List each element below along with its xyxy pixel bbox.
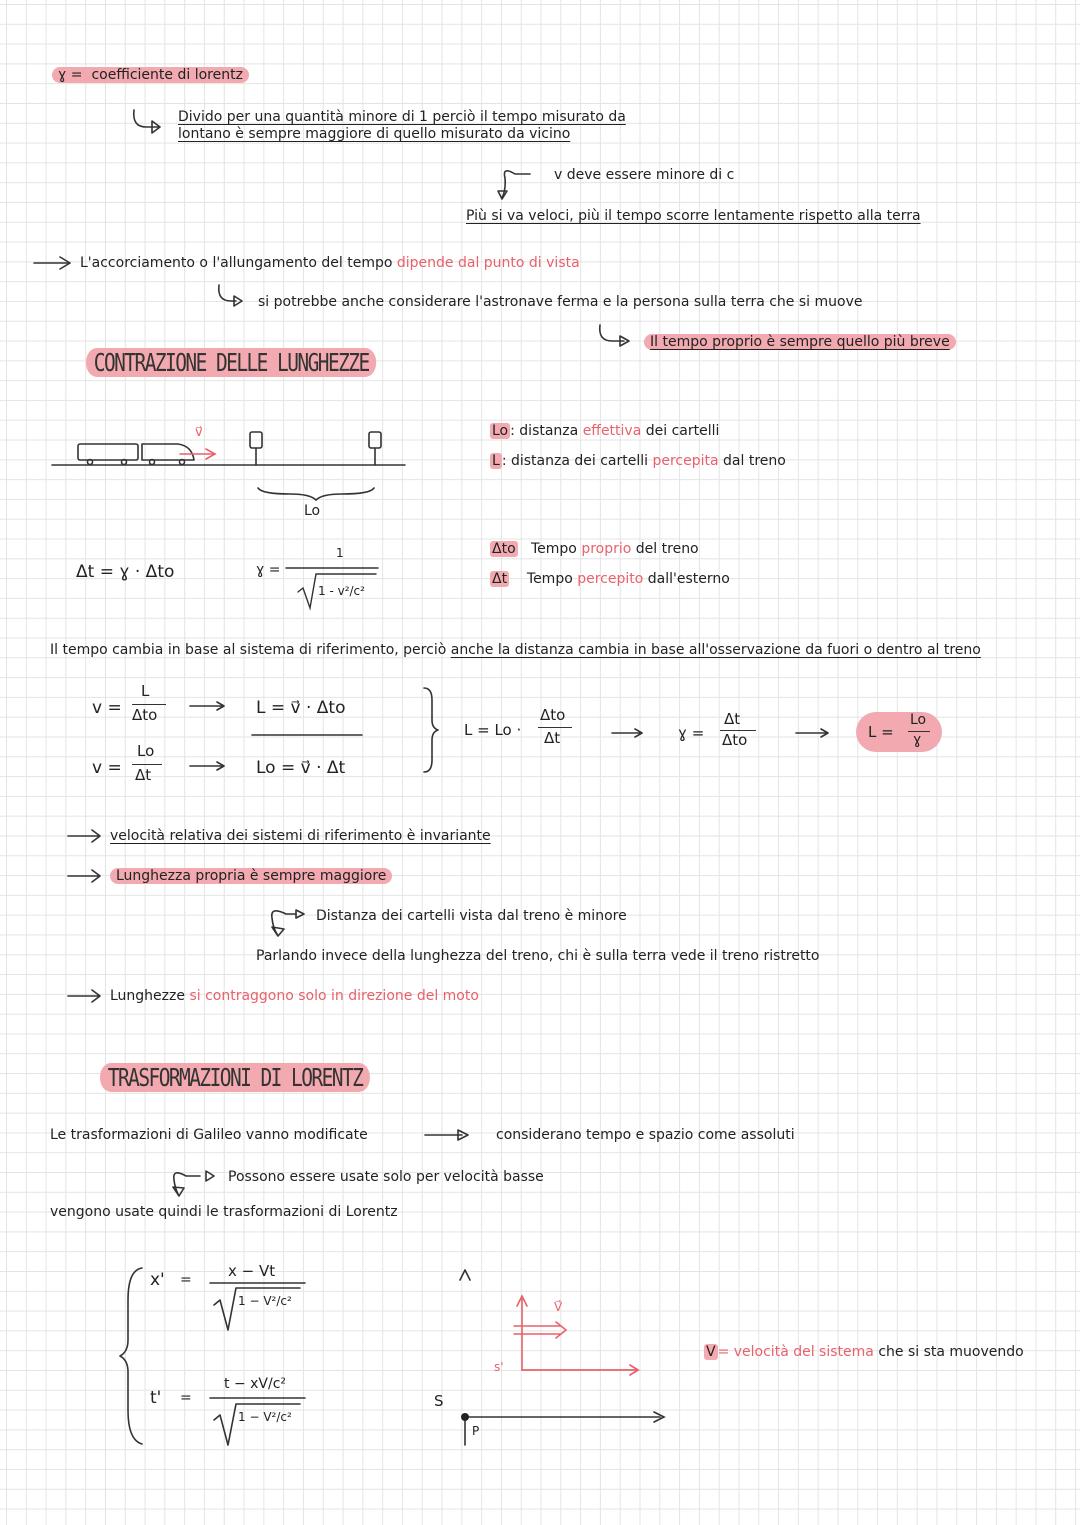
galileo-note: Le trasformazioni di Galileo vanno modificate xyxy=(50,1127,368,1143)
t-prime-eq: = xyxy=(180,1390,192,1406)
use-lorentz-note: vengono usate quindi le trasformazioni di Lorentz xyxy=(50,1204,398,1220)
origin-dot xyxy=(461,1413,469,1421)
v-less-than-c: v deve essere minore di c xyxy=(554,167,735,183)
v1-bar xyxy=(132,704,166,705)
curl-arrow-1 xyxy=(502,171,530,198)
t-prime-den: 1 − V²/c² xyxy=(238,1410,292,1424)
def-delta-to: Δto Tempo proprio del treno xyxy=(492,541,699,557)
time-changes-note: Il tempo cambia in base al sistema di riferimento, perciò anche la distanza cambia in base all'osservazione da fuori o dentro al treno xyxy=(50,642,981,658)
final-num: Lo xyxy=(910,712,927,728)
absolute-note: considerano tempo e spazio come assoluti xyxy=(496,1127,795,1143)
point-of-view-note: L'accorciamento o l'allungamento del tempo dipende dal punto di vista xyxy=(80,255,580,271)
gamma-note-line1: Divido per una quantità minore di 1 perciò il tempo misurato da xyxy=(178,109,626,125)
t-prime-lhs: t' xyxy=(150,1388,162,1408)
section-title-contraction: CONTRAZIONE DELLE LUNGHEZZE xyxy=(86,348,376,377)
x-prime-num: x − Vt xyxy=(228,1262,276,1280)
faster-slower-note: Più si va veloci, più il tempo scorre lentamente rispetto alla terra xyxy=(466,208,921,224)
low-speed-note: Possono essere usate solo per velocità basse xyxy=(228,1169,544,1185)
gamma-label: coefficiente di lorentz xyxy=(91,67,243,83)
x-prime-lhs: x' xyxy=(150,1270,165,1290)
big-brace xyxy=(424,688,438,772)
ratio-den: Δt xyxy=(544,729,561,747)
gamma2-lhs: ɣ = xyxy=(678,724,705,742)
t-prime-num: t − xV/c² xyxy=(224,1376,287,1392)
train-length-note: Parlando invece della lunghezza del treno, chi è sulla terra vede il treno ristretto xyxy=(256,948,820,964)
v2-bar xyxy=(132,764,162,765)
v2-den: Δt xyxy=(135,766,152,784)
train-velocity-label: v⃗ xyxy=(195,425,203,440)
hook-arrow-1 xyxy=(134,110,158,127)
proper-length-note: Lunghezza propria è sempre maggiore xyxy=(110,867,392,885)
x-prime-eq: = xyxy=(180,1272,192,1288)
gamma-note-line2: lontano è sempre maggiore di quello misurato da vicino xyxy=(178,126,571,142)
ratio-num: Δto xyxy=(540,706,566,724)
could-consider-note: si potrebbe anche considerare l'astronave ferma e la persona sulla terra che si muove xyxy=(258,294,863,310)
gamma-formula-num: 1 xyxy=(336,546,344,560)
sign-post-2 xyxy=(369,432,381,448)
train-car-2 xyxy=(142,444,194,460)
Lo-equation: Lo = v⃗ · Δt xyxy=(256,758,346,778)
axis-label-v: V⃗ xyxy=(554,1300,563,1314)
distance-seen-note: Distanza dei cartelli vista dal treno è minore xyxy=(316,908,627,924)
gamma-formula-lhs: ɣ = xyxy=(256,562,281,578)
ratio-bar xyxy=(538,727,572,728)
section-title-lorentz: TRASFORMAZIONI DI LORENTZ xyxy=(100,1063,370,1092)
axis-label-s: S xyxy=(434,1392,444,1410)
final-lhs: L = xyxy=(868,723,894,741)
gamma-formula-den: 1 - v²/c² xyxy=(318,584,365,598)
v1-num: L xyxy=(141,682,150,700)
ratio-lhs: L = Lo · xyxy=(464,721,522,739)
curl-arrow-3 xyxy=(174,1173,200,1194)
gamma-symbol: ɣ = xyxy=(58,67,83,83)
sign-post-1 xyxy=(250,432,262,448)
lorentz-brace xyxy=(120,1268,142,1444)
hook-arrow-2 xyxy=(219,285,236,301)
gamma2-den: Δto xyxy=(722,731,748,749)
def-delta-t: Δt Tempo percepito dall'esterno xyxy=(492,571,730,587)
train-car-1 xyxy=(78,444,138,460)
gamma-definition xyxy=(52,66,249,84)
curl-arrow-2 xyxy=(272,911,296,934)
contract-direction-note: Lunghezze si contraggono solo in direzione del moto xyxy=(110,988,479,1004)
span-brace xyxy=(258,488,374,500)
v2-num: Lo xyxy=(137,742,155,760)
proper-time-note: Il tempo proprio è sempre quello più breve xyxy=(644,333,956,351)
v1-lhs: v = xyxy=(92,698,122,718)
axis-label-p: P xyxy=(472,1424,480,1438)
def-l: L : distanza dei cartelli percepita dal treno xyxy=(492,453,786,469)
def-lo: Lo : distanza effettiva dei cartelli xyxy=(492,423,720,439)
v2-lhs: v = xyxy=(92,758,122,778)
dilation-formula: Δt = ɣ · Δto xyxy=(76,562,175,582)
v1-den: Δto xyxy=(132,706,158,724)
final-den: ɣ xyxy=(913,732,922,748)
hook-arrow-3 xyxy=(600,325,624,341)
span-label-lo: Lo xyxy=(304,503,321,519)
v-definition: V = velocità del sistema che si sta muovendo xyxy=(706,1344,1024,1360)
relative-velocity-note: velocità relativa dei sistemi di riferimento è invariante xyxy=(110,828,491,844)
x-prime-den: 1 − V²/c² xyxy=(238,1294,292,1308)
L-equation: L = v⃗ · Δto xyxy=(256,698,346,718)
axis-label-s-prime: s' xyxy=(494,1360,504,1374)
gamma2-num: Δt xyxy=(724,710,741,728)
